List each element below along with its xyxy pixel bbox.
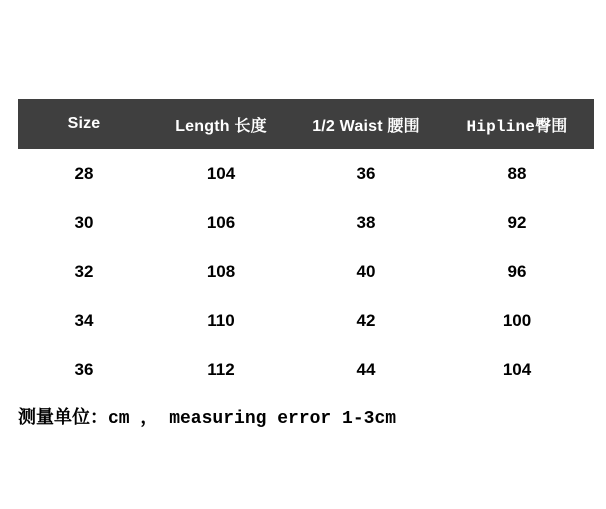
- column-header-waist: 1/2 Waist 腰围: [312, 117, 420, 135]
- cell-waist: 38: [356, 212, 376, 232]
- cell-hipline: 92: [507, 212, 527, 232]
- measurement-unit-note: 测量单位：cm ， measuring error 1-3cm: [18, 409, 397, 429]
- table-row-size-36: [18, 345, 594, 394]
- cell-length: 110: [207, 310, 235, 330]
- column-header-hipline: Hipline臀围: [466, 117, 568, 136]
- table-row-size-34: [18, 296, 594, 345]
- cell-length: 108: [206, 261, 236, 281]
- table-row-size-30: [18, 198, 594, 247]
- cell-hipline: 104: [502, 359, 532, 379]
- cell-length: 104: [206, 163, 236, 183]
- size-table: [18, 99, 594, 394]
- cell-size: 30: [74, 212, 94, 232]
- cell-hipline: 96: [507, 261, 527, 281]
- cell-waist: 36: [356, 163, 376, 183]
- table-row-size-28: [18, 149, 594, 198]
- column-header-length: Length 长度: [175, 117, 267, 135]
- cell-waist: 44: [356, 359, 376, 379]
- cell-length: 112: [207, 359, 235, 379]
- cell-hipline: 88: [507, 163, 527, 183]
- cell-size: 32: [74, 261, 94, 281]
- cell-waist: 42: [356, 310, 376, 330]
- cell-size: 36: [74, 359, 94, 379]
- cell-hipline: 100: [502, 310, 532, 330]
- cell-length: 106: [206, 212, 236, 232]
- table-row-size-32: [18, 247, 594, 296]
- cell-size: 34: [74, 310, 94, 330]
- cell-waist: 40: [356, 261, 376, 281]
- table-header-row: [18, 99, 594, 149]
- cell-size: 28: [74, 163, 94, 183]
- column-header-size: Size: [67, 115, 101, 132]
